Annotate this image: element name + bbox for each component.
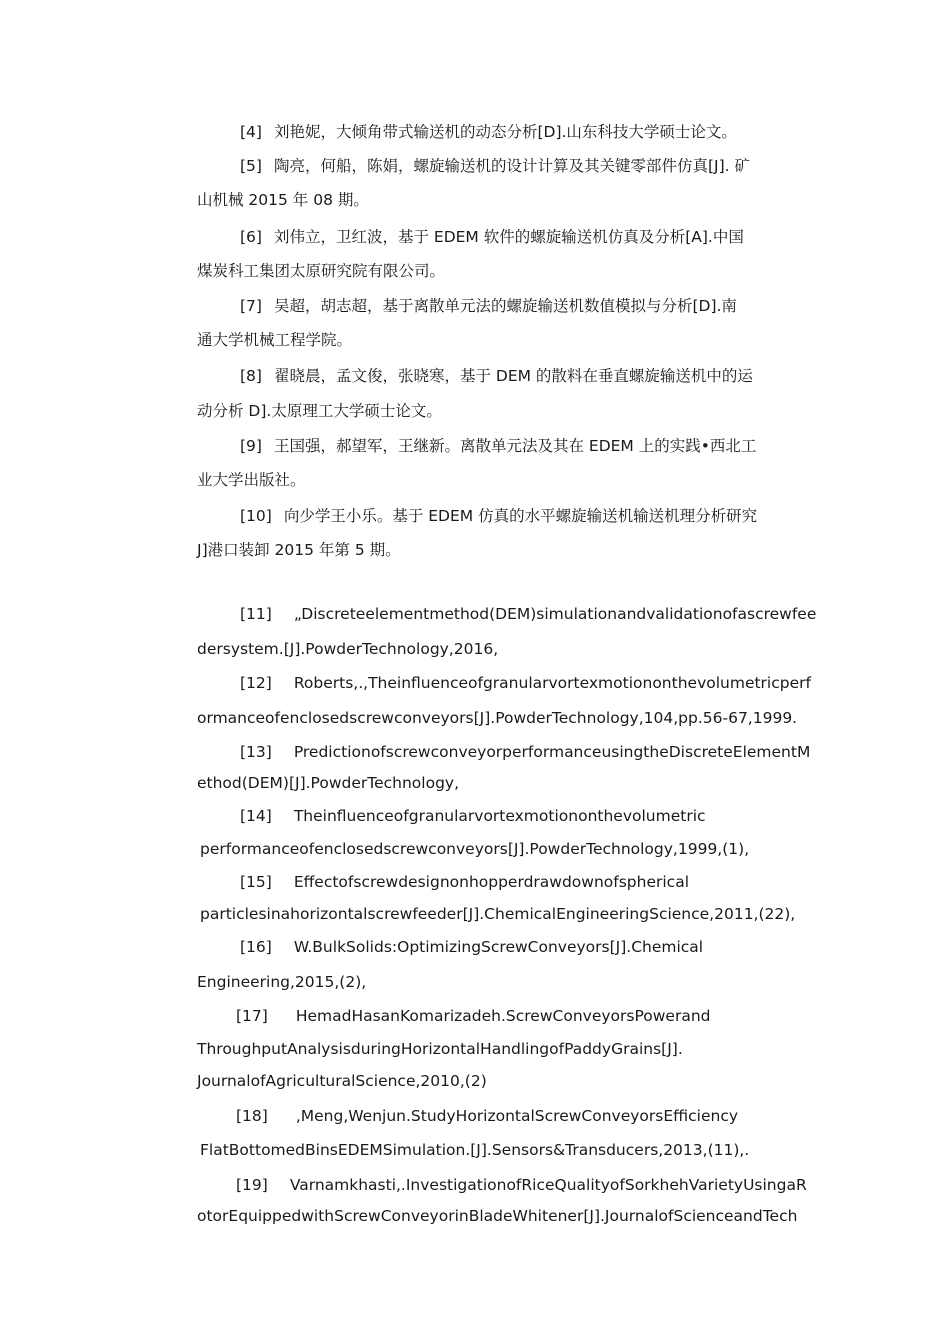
reference-text: ,Meng,Wenjun.StudyHorizontalScrewConveyorsEfficiency	[295, 1107, 739, 1125]
reference-number: [5]	[240, 157, 262, 175]
reference-text: 陶亮，何船，陈娟，螺旋输送机的设计计算及其关键零部件仿真[J]. 矿	[273, 157, 750, 175]
reference-17	[236, 1006, 711, 1026]
reference-number: [6]	[240, 228, 262, 246]
reference-8-continuation: 动分析 D].太原理工大学硕士论文。	[197, 402, 442, 420]
reference-number: [4]	[240, 123, 262, 141]
reference-number: [12]	[240, 674, 272, 692]
reference-8	[240, 366, 753, 386]
reference-text: 翟晓晨，孟文俊，张晓寒，基于 DEM 的散料在垂直螺旋输送机中的运	[273, 367, 753, 385]
reference-11-continuation: dersystem.[J].PowderTechnology,2016,	[197, 640, 499, 658]
reference-text: 吴超，胡志超，基于离散单元法的螺旋输送机数值模拟与分析[D].南	[273, 297, 737, 315]
reference-5	[240, 156, 750, 176]
reference-14-continuation: performanceofenclosedscrewconveyors[J].PowderTechnology,1999,(1),	[200, 840, 750, 858]
reference-number: [8]	[240, 367, 262, 385]
reference-7-continuation: 通大学机械工程学院。	[197, 331, 353, 349]
reference-18-continuation: FlatBottomedBinsEDEMSimulation.[J].Sensors&Transducers,2013,(11),.	[200, 1141, 750, 1159]
reference-number: [9]	[240, 437, 262, 455]
reference-text: Varnamkhasti,.InvestigationofRiceQualityofSorkhehVarietyUsingaR	[289, 1176, 807, 1194]
reference-number: [7]	[240, 297, 262, 315]
reference-6-continuation: 煤炭科工集团太原研究院有限公司。	[197, 262, 446, 280]
reference-text: Roberts,.,Theinfluenceofgranularvortexmotiononthevolumetricperf	[293, 674, 811, 692]
reference-9	[240, 436, 756, 456]
reference-text: Theinfluenceofgranularvortexmotiononthevolumetric	[293, 807, 706, 825]
reference-13	[240, 742, 810, 762]
reference-number: [16]	[240, 938, 272, 956]
reference-18	[236, 1106, 738, 1126]
reference-text: 刘艳妮，大倾角带式输送机的动态分析[D].山东科技大学硕士论文。	[273, 123, 737, 141]
reference-10-continuation: J]港口装卸 2015 年第 5 期。	[197, 541, 401, 559]
reference-10	[240, 506, 757, 526]
reference-number: [19]	[236, 1176, 268, 1194]
reference-9-continuation: 业大学出版社。	[197, 471, 306, 489]
reference-12	[240, 673, 811, 693]
reference-16-continuation: Engineering,2015,(2),	[197, 973, 367, 991]
reference-text: „Discreteelementmethod(DEM)simulationandvalidationofascrewfee	[293, 605, 817, 623]
reference-number: [17]	[236, 1007, 268, 1025]
reference-number: [11]	[240, 605, 272, 623]
reference-12-continuation: ormanceofenclosedscrewconveyors[J].PowderTechnology,104,pp.56-67,1999.	[197, 709, 798, 727]
reference-text: 向少学王小乐。基于 EDEM 仿真的水平螺旋输送机输送机理分析研究	[283, 507, 758, 525]
reference-number: [15]	[240, 873, 272, 891]
reference-number: [14]	[240, 807, 272, 825]
reference-14	[240, 806, 706, 826]
reference-4	[240, 122, 737, 142]
reference-5-continuation: 山机械 2015 年 08 期。	[197, 191, 369, 209]
reference-15-continuation: particlesinahorizontalscrewfeeder[J].ChemicalEngineeringScience,2011,(22),	[200, 905, 796, 923]
reference-text: HemadHasanKomarizadeh.ScrewConveyorsPowerand	[295, 1007, 711, 1025]
reference-13-continuation: ethod(DEM)[J].PowderTechnology,	[197, 774, 460, 792]
reference-19-continuation: otorEquippedwithScrewConveyorinBladeWhitener[J].JournalofScienceandTech	[197, 1207, 798, 1225]
reference-16	[240, 937, 703, 957]
reference-number: [10]	[240, 507, 272, 525]
reference-17-continuation: ThroughputAnalysisduringHorizontalHandlingofPaddyGrains[J].	[197, 1040, 683, 1058]
reference-text: 刘伟立，卫红波，基于 EDEM 软件的螺旋输送机仿真及分析[A].中国	[273, 228, 744, 246]
reference-number: [18]	[236, 1107, 268, 1125]
reference-19	[236, 1175, 807, 1195]
reference-text: Effectofscrewdesignonhopperdrawdownofspherical	[293, 873, 689, 891]
reference-number: [13]	[240, 743, 272, 761]
reference-7	[240, 296, 737, 316]
reference-17-continuation: JournalofAgriculturalScience,2010,(2)	[197, 1072, 487, 1090]
reference-text: W.BulkSolids:OptimizingScrewConveyors[J].Chemical	[293, 938, 704, 956]
reference-11	[240, 604, 816, 624]
reference-15	[240, 872, 689, 892]
reference-text: PredictionofscrewconveyorperformanceusingtheDiscreteElementM	[293, 743, 811, 761]
reference-6	[240, 227, 744, 247]
reference-text: 王国强，郝望军，王继新。离散单元法及其在 EDEM 上的实践•西北工	[273, 437, 757, 455]
